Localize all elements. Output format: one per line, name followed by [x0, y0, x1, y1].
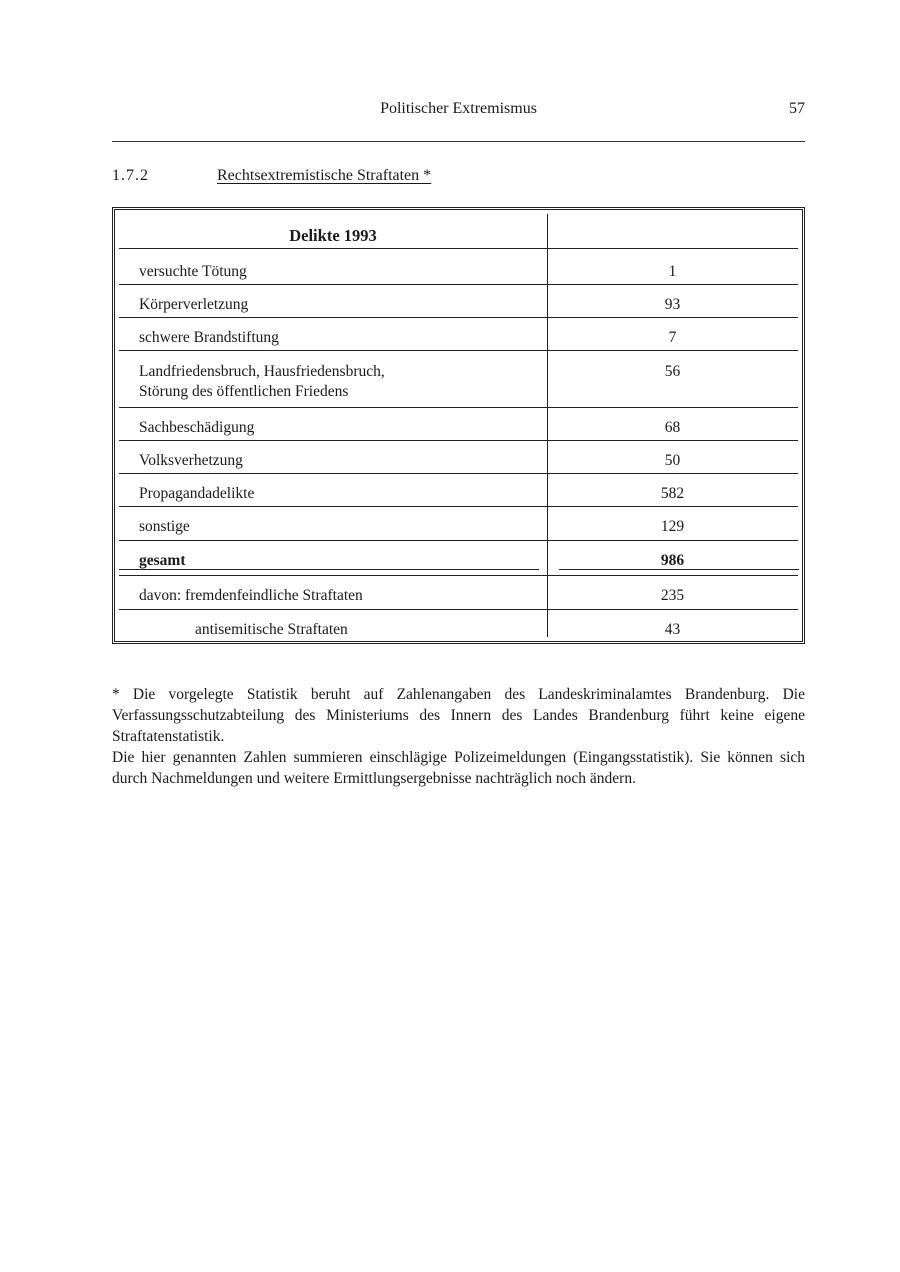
table-row-label: schwere Brandstiftung [139, 329, 279, 346]
table-heading: Delikte 1993 [289, 226, 377, 245]
offenses-table [112, 207, 805, 644]
total-label: gesamt [139, 552, 186, 569]
row-line [119, 440, 798, 441]
table-row-label: Volksverhetzung [139, 452, 243, 469]
table-row-label: Propagandadelikte [139, 485, 255, 502]
total-value: 986 [660, 552, 685, 569]
table-row-value: 129 [660, 518, 685, 535]
footnote [112, 684, 805, 789]
row-line [119, 540, 798, 541]
subrow-label: antisemitische Straftaten [195, 621, 348, 638]
row-line [119, 575, 798, 576]
table-row-value: 68 [664, 419, 681, 436]
table-row-value: 7 [668, 329, 677, 346]
row-line [119, 506, 798, 507]
header-title: Politischer Extremismus [380, 100, 537, 117]
row-line [119, 609, 798, 610]
section-number: 1.7.2 [112, 167, 149, 184]
row-line [119, 473, 798, 474]
row-line [119, 248, 798, 249]
table-row-value: 50 [664, 452, 681, 469]
total-underline [119, 569, 539, 570]
table-row-label: versuchte Tötung [139, 263, 247, 280]
running-header [112, 100, 805, 128]
table-row-value: 582 [660, 485, 685, 502]
table-row-value: 93 [664, 296, 681, 313]
section-title: Rechtsextremistische Straftaten * [217, 167, 432, 184]
table-grid [119, 214, 798, 637]
section-heading [112, 167, 431, 185]
footnote-paragraph: Die hier genannten Zahlen summieren einschlägige Polizeimeldungen (Eingangsstatistik). Sie können sich durch Nachmeldungen und weitere Ermittlungsergebnisse nachträglich noch ändern. [112, 749, 805, 787]
subrow-value: 235 [660, 587, 685, 604]
table-row-label: Sachbeschädigung [139, 419, 255, 436]
table-row-label: Landfriedensbruch, Hausfriedensbruch, [139, 363, 385, 380]
table-row-label-continued: Störung des öffentlichen Friedens [139, 383, 349, 400]
table-row-label: Körperverletzung [139, 296, 249, 313]
header-rule [112, 141, 805, 142]
subrow-value: 43 [664, 621, 681, 638]
total-underline [559, 569, 799, 570]
row-line [119, 284, 798, 285]
row-line [119, 317, 798, 318]
table-row-label: sonstige [139, 518, 190, 535]
table-row-value: 1 [668, 263, 677, 280]
row-line [119, 350, 798, 351]
row-line [119, 407, 798, 408]
table-row-value: 56 [664, 363, 681, 380]
page-number: 57 [789, 100, 805, 117]
subrow-label: davon: fremdenfeindliche Straftaten [139, 587, 363, 604]
footnote-paragraph: * Die vorgelegte Statistik beruht auf Zahlenangaben des Landeskriminalamtes Brandenburg. Die Verfassungsschutzabteilung des Ministeriums des Innern des Landes Brandenburg führt keine eigene Straftatenstatistik. [112, 686, 805, 745]
